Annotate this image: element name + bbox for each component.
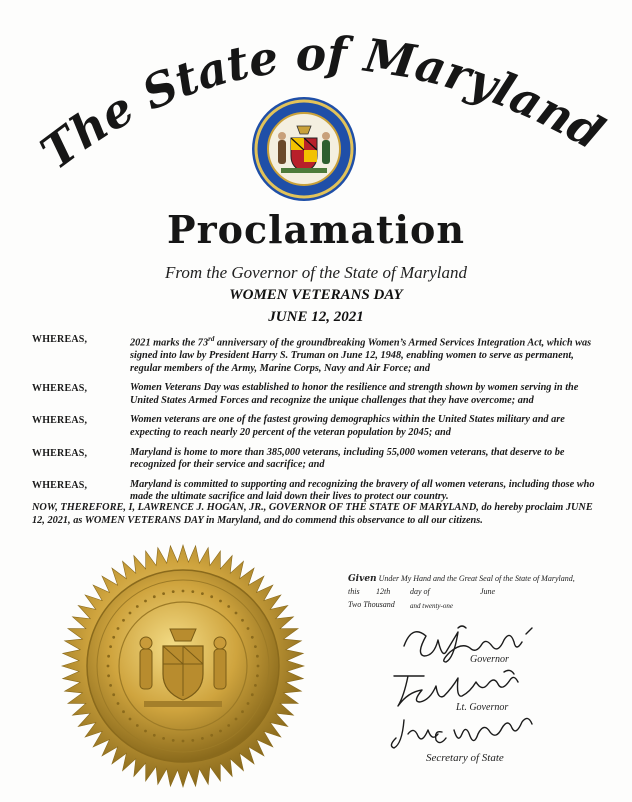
day-of-label: day of <box>410 587 430 596</box>
gold-seal-icon <box>60 543 306 789</box>
day-value: 12th <box>376 587 391 596</box>
clause-text: Maryland is committed to supporting and recognizing the bravery of all women veterans, including those who made the ultimate sacrifice and laid down their lives to protect our country. <box>130 478 595 503</box>
clause-keyword: WHEREAS, <box>32 334 88 345</box>
clause-text: Maryland is home to more than 385,000 veterans, including 55,000 women veterans, that deserve to be recognized for their service and sacrifice; and <box>130 446 565 471</box>
secretary-label: Secretary of State <box>426 752 504 764</box>
lt-governor-label: Lt. Governor <box>456 702 509 713</box>
clause-keyword: WHEREAS, <box>32 383 88 395</box>
event-date: JUNE 12, 2021 <box>268 309 364 325</box>
clause-text: Women Veterans Day was established to honor the resilience and strength shown by women serving in the United States Armed Forces and recognize the unique challenges that they have overcome; and <box>130 382 579 406</box>
clause-text: 2021 marks the 73rd anniversary of the groundbreaking Women’s Armed Services Integration Act, which was signed into law by President Harry S. Truman on June 12, 1948, enabling women to serve as permanent, regular members of the Army, Marine Corps, Navy and Air Force; and <box>130 335 592 374</box>
document-heading: Proclamation <box>167 207 465 252</box>
state-seal-icon <box>251 96 357 202</box>
clause-keyword: WHEREAS, <box>32 415 88 427</box>
event-title: WOMEN VETERANS DAY <box>229 287 403 303</box>
month-value: June <box>480 587 496 596</box>
whereas-clauses <box>32 333 606 511</box>
whereas-clause <box>32 414 606 439</box>
governor-label: Governor <box>470 654 509 665</box>
clause-keyword: WHEREAS, <box>32 447 88 459</box>
document-subheading: From the Governor of the State of Maryland <box>164 263 467 282</box>
whereas-clause <box>32 333 606 375</box>
whereas-clause <box>32 447 606 472</box>
this-label: this <box>348 587 360 596</box>
year-prefix: Two Thousand <box>348 600 395 609</box>
secretary-signature <box>388 712 548 756</box>
given-text: Under My Hand and the Great Seal of the State of Maryland, <box>378 574 575 583</box>
state-title: The State of Maryland <box>30 26 613 180</box>
clause-keyword: WHEREAS, <box>32 479 88 491</box>
whereas-clause <box>32 382 606 407</box>
given-word: Given <box>348 574 377 584</box>
clause-text: Women veterans are one of the fastest growing demographics within the United States military and are expecting to reach nearly 20 percent of the veteran population by 2045; and <box>130 414 565 438</box>
proclamation-statement: NOW, THEREFORE, I, LAWRENCE J. HOGAN, JR., GOVERNOR OF THE STATE OF MARYLAND, do hereby proclaim JUNE 12, 2021, as WOMEN VETERANS DAY in Maryland, and do commend this observance to all our citizens. <box>32 502 593 526</box>
attestation-block <box>348 574 618 613</box>
year-suffix: and twenty-one <box>410 602 453 610</box>
whereas-clause <box>32 479 606 504</box>
